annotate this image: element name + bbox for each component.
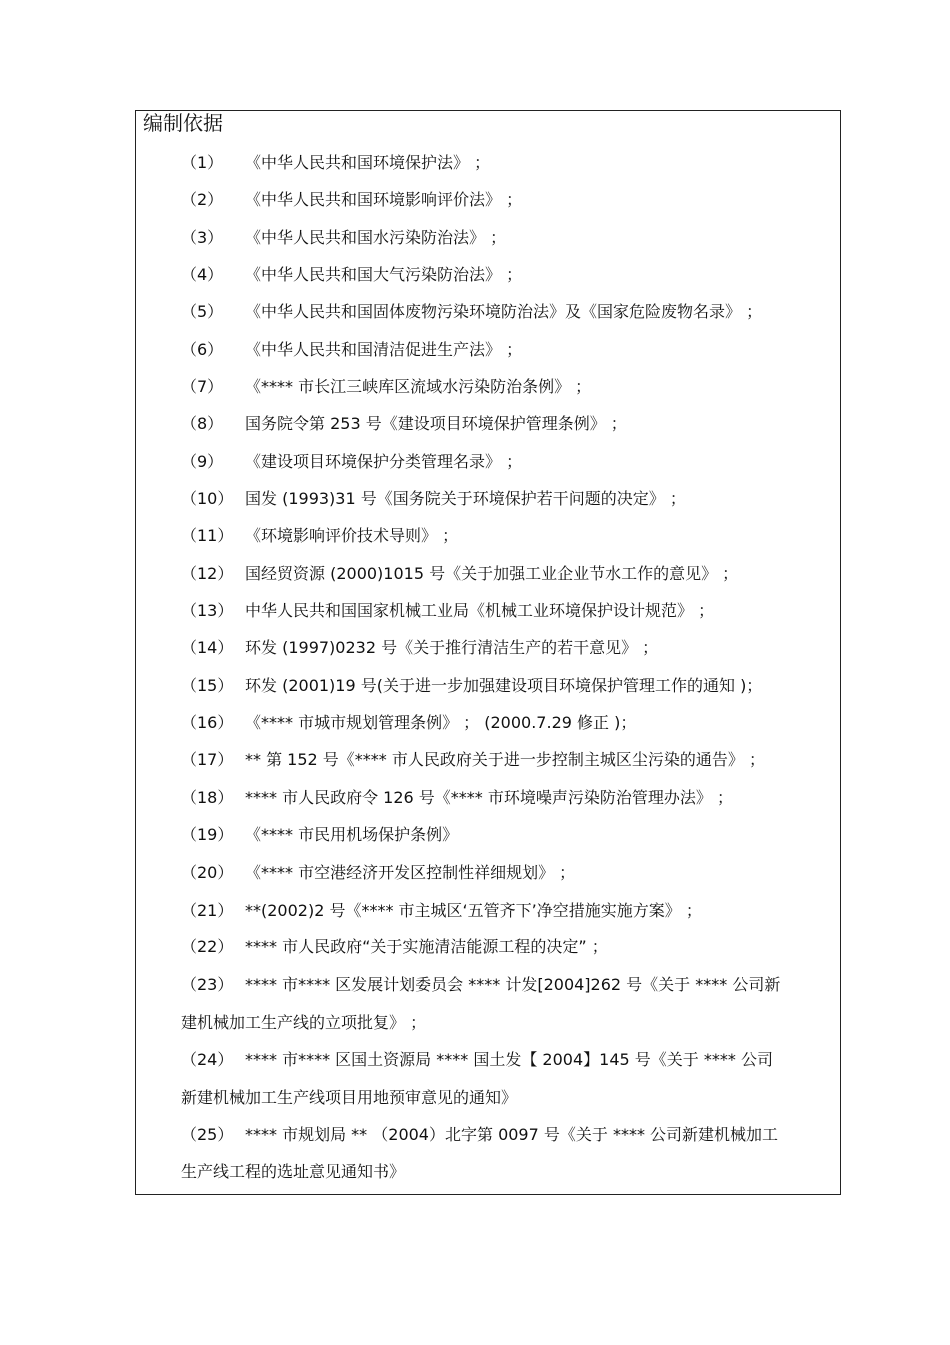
item-number: （1）: [181, 153, 224, 172]
item-number: （13）: [181, 601, 234, 620]
list-item: [181, 712, 833, 734]
list-item: [181, 413, 833, 435]
list-item: [181, 637, 833, 659]
list-item: [181, 525, 833, 547]
item-number: （22）: [181, 937, 234, 956]
item-number: （23）: [181, 975, 234, 994]
item-text: **** 市**** 区国土资源局 **** 国土发【 2004】145 号《关于 **** 公司: [245, 1050, 773, 1069]
item-text: 《中华人民共和国水污染防治法》 ；: [245, 228, 507, 247]
item-number: （8）: [181, 414, 224, 433]
item-text: **** 市**** 区发展计划委员会 **** 计发[2004]262 号《关于 **** 公司新: [245, 975, 781, 994]
item-number: （24）: [181, 1050, 234, 1069]
item-number: （10）: [181, 489, 234, 508]
item-text: 《**** 市长江三峡库区流域水污染防治条例》 ；: [245, 377, 592, 396]
item-text: 国发 (1993)31 号《国务院关于环境保护若干问题的决定》 ；: [245, 489, 686, 508]
item-number: （17）: [181, 750, 234, 769]
item-number: （9）: [181, 452, 224, 471]
item-number: （16）: [181, 713, 234, 732]
list-item: [181, 152, 833, 174]
item-number: （20）: [181, 863, 234, 882]
list-item: [181, 301, 833, 323]
item-text: ** 第 152 号《**** 市人民政府关于进一步控制主城区尘污染的通告》 ；: [245, 750, 765, 769]
item-number: （12）: [181, 564, 234, 583]
list-item: [181, 189, 833, 211]
item-text: 环发 (1997)0232 号《关于推行清洁生产的若干意见》 ；: [245, 638, 659, 657]
item-continuation: 新建机械加工生产线项目用地预审意见的通知》: [181, 1088, 518, 1107]
item-number: （2）: [181, 190, 224, 209]
item-text: **(2002)2 号《**** 市主城区‘五管齐下’净空措施实施方案》 ；: [245, 901, 702, 920]
item-continuation: 生产线工程的选址意见通知书》: [181, 1162, 406, 1181]
item-text: 《环境影响评价技术导则》 ；: [245, 526, 459, 545]
item-number: （25）: [181, 1125, 234, 1144]
item-number: （18）: [181, 788, 234, 807]
item-number: （3）: [181, 228, 224, 247]
item-continuation: 建机械加工生产线的立项批复》 ；: [181, 1013, 427, 1032]
item-text: **** 市人民政府“关于实施清洁能源工程的决定” ；: [245, 937, 608, 956]
item-number: （19）: [181, 825, 234, 844]
list-item: [181, 824, 833, 846]
item-text: 《中华人民共和国大气污染防治法》 ；: [245, 265, 523, 284]
item-number: （4）: [181, 265, 224, 284]
list-item: [181, 974, 833, 996]
list-item: [181, 488, 833, 510]
list-item: [181, 749, 833, 771]
item-number: （21）: [181, 901, 234, 920]
list-item: [181, 227, 833, 249]
item-number: （6）: [181, 340, 224, 359]
list-item: [181, 376, 833, 398]
list-item: [181, 936, 833, 958]
list-item: [181, 675, 833, 697]
list-item: [181, 600, 833, 622]
item-text: 环发 (2001)19 号(关于进一步加强建设项目环境保护管理工作的通知 )；: [245, 676, 763, 695]
list-item: [181, 339, 833, 361]
item-text: 《**** 市民用机场保护条例》: [245, 825, 459, 844]
item-text: 国经贸资源 (2000)1015 号《关于加强工业企业节水工作的意见》 ；: [245, 564, 739, 583]
item-text: 中华人民共和国国家机械工业局《机械工业环境保护设计规范》 ；: [245, 601, 715, 620]
list-item: [181, 900, 833, 922]
item-text: 《**** 市空港经济开发区控制性祥细规划》 ；: [245, 863, 576, 882]
item-text: 《中华人民共和国环境保护法》 ；: [245, 153, 491, 172]
list-item: [181, 264, 833, 286]
item-text: 《中华人民共和国环境影响评价法》 ；: [245, 190, 523, 209]
item-number: （11）: [181, 526, 234, 545]
item-number: （5）: [181, 302, 224, 321]
item-number: （14）: [181, 638, 234, 657]
item-text: **** 市规划局 ** （2004）北字第 0097 号《关于 **** 公司新建机械加工: [245, 1125, 779, 1144]
list-item: [181, 1124, 833, 1146]
list-item: [181, 1049, 833, 1071]
item-text: **** 市人民政府令 126 号《**** 市环境噪声污染防治管理办法》 ；: [245, 788, 733, 807]
item-number: （15）: [181, 676, 234, 695]
item-text: 《**** 市城市规划管理条例》 ； (2000.7.29 修正 )；: [245, 713, 637, 732]
list-item: [181, 862, 833, 884]
item-number: （7）: [181, 377, 224, 396]
item-text: 《建设项目环境保护分类管理名录》 ；: [245, 452, 523, 471]
item-text: 《中华人民共和国固体废物污染环境防治法》及《国家危险废物名录》 ；: [245, 302, 763, 321]
item-text: 国务院令第 253 号《建设项目环境保护管理条例》 ；: [245, 414, 627, 433]
list-item: [181, 451, 833, 473]
item-text: 《中华人民共和国清洁促进生产法》 ；: [245, 340, 523, 359]
section-heading: 编制依据: [143, 111, 223, 135]
list-item: [181, 563, 833, 585]
list-item: [181, 787, 833, 809]
